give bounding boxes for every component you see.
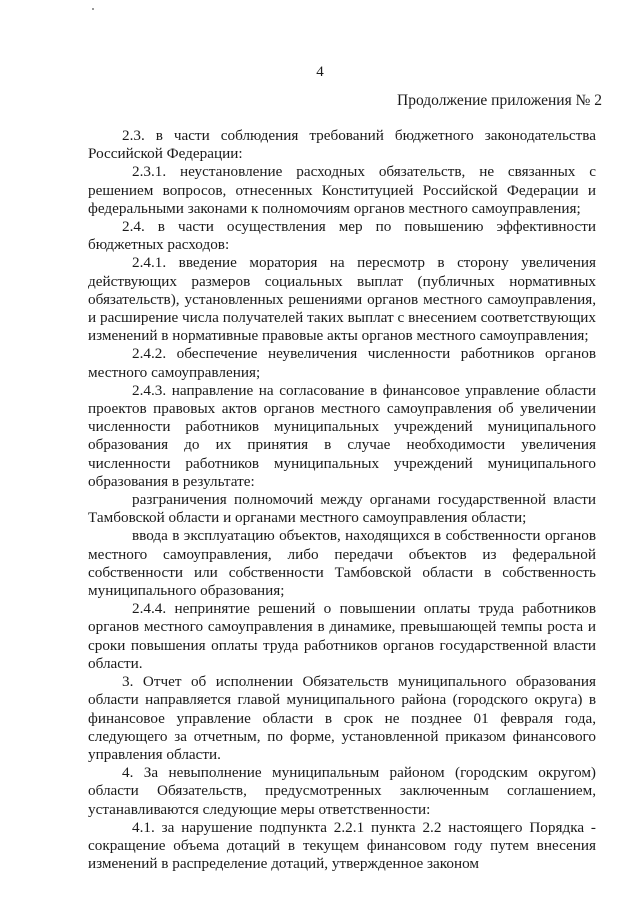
- paragraph-2-4-2: 2.4.2. обеспечение неувеличения численности работников органов местного самоуправления;: [88, 345, 596, 381]
- appendix-continuation-heading: Продолжение приложения № 2: [397, 92, 602, 109]
- paragraph-4: 4. За невыполнение муниципальным районом (городским округом) области Обязательств, предусмотренных заключенным соглашением, устанавливаются следующие меры ответственности:: [88, 764, 596, 818]
- page-number: 4: [316, 64, 324, 80]
- paragraph-2-4-1: 2.4.1. введение моратория на пересмотр в сторону увеличения действующих размеров социальных выплат (публичных нормативных обязательств), установленных решениями органов местного самоуправления, и расширение числа получателей таких выплат с внесением соответствующих изменений в нормативные правовые акты органов местного самоуправления;: [88, 254, 596, 345]
- paragraph-2-4-4: 2.4.4. непринятие решений о повышении оплаты труда работников органов местного самоуправления в динамике, превышающей темпы роста и сроки повышения оплаты труда работников органов государственной власти области.: [88, 600, 596, 672]
- paragraph-2-4-3: 2.4.3. направление на согласование в финансовое управление области проектов правовых актов органов местного самоуправления об увеличении численности работников муниципальных учреждений муниципального образования до их принятия в случае необходимости увеличения численности работников муниципальных учреждений муниципального образования в результате:: [88, 381, 596, 490]
- paragraph-3: 3. Отчет об исполнении Обязательств муниципального образования области направляется главой муниципального района (городского округа) в финансовое управление области в срок не позднее 01 февраля года, следующего за отчетным, по форме, установленной приказом финансового управления области.: [88, 673, 596, 763]
- paragraph-commissioning: ввода в эксплуатацию объектов, находящихся в собственности органов местного самоуправления, либо передачи объектов из федеральной собственности или собственности Тамбовской области в собственность муниципального образования;: [88, 527, 596, 600]
- document-body: [88, 127, 596, 873]
- paragraph-delimitation: разграничения полномочий между органами государственной власти Тамбовской области и органами местного самоуправления области;: [88, 491, 596, 527]
- scan-speck: [92, 8, 94, 10]
- paragraph-4-1: 4.1. за нарушение подпункта 2.2.1 пункта 2.2 настоящего Порядка - сокращение объема дотаций в текущем финансовом году путем внесения изменений в распределение дотаций, утвержденное законом: [88, 818, 596, 873]
- paragraph-2-3-1: 2.3.1. неустановление расходных обязательств, не связанных с решением вопросов, отнесенных Конституцией Российской Федерации и федеральными законами к полномочиям органов местного самоуправления;: [88, 163, 596, 217]
- paragraph-2-4: 2.4. в части осуществления мер по повышению эффективности бюджетных расходов:: [88, 218, 596, 254]
- paragraph-2-3: 2.3. в части соблюдения требований бюджетного законодательства Российской Федерации:: [88, 127, 596, 163]
